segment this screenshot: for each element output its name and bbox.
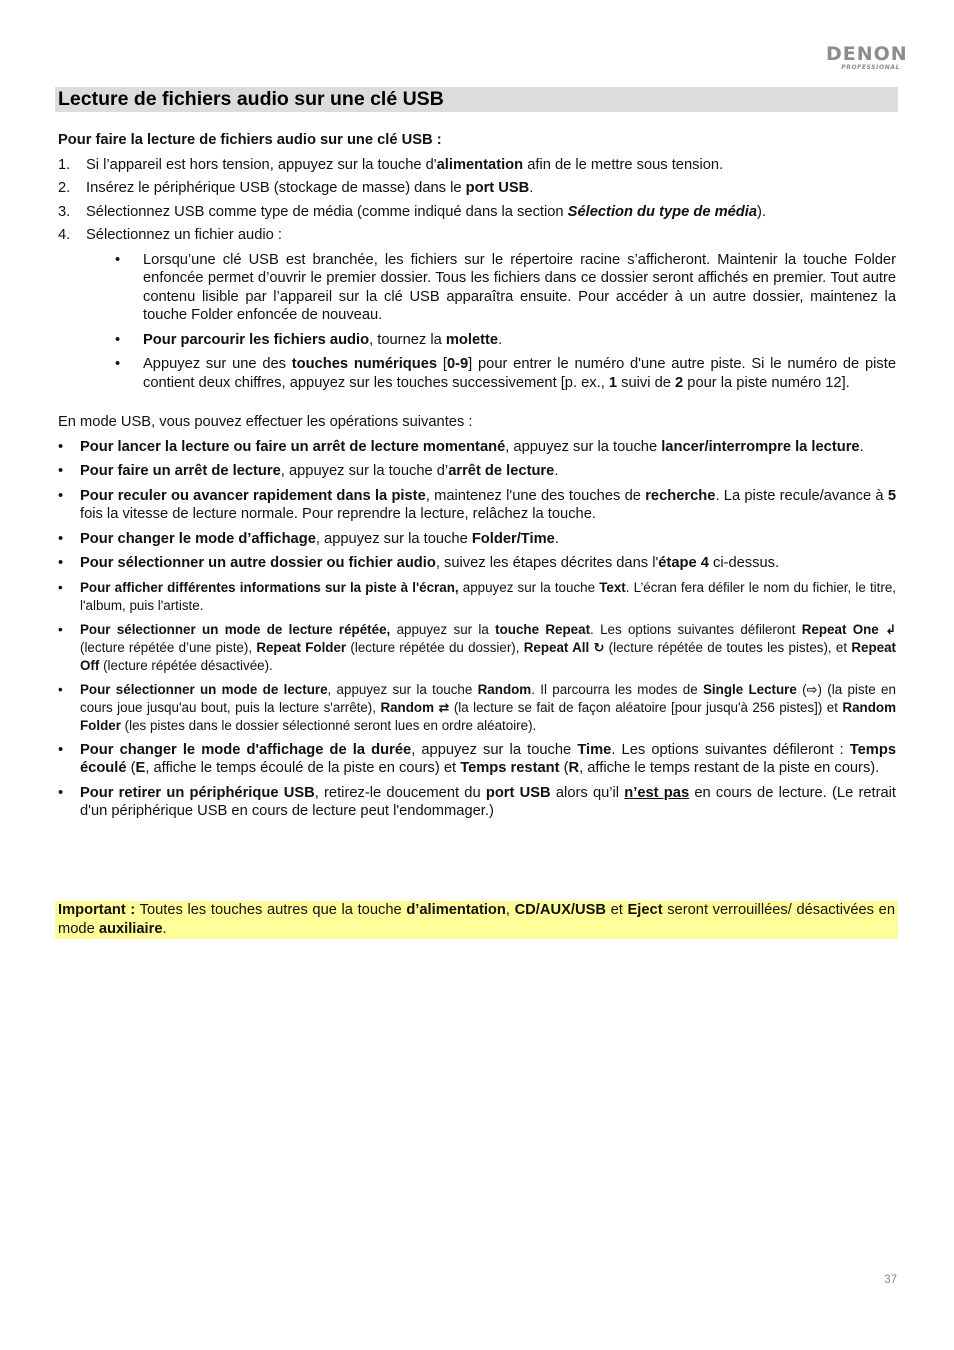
repeat-all-icon: ↻ bbox=[593, 639, 605, 655]
page-number: 37 bbox=[884, 1274, 897, 1286]
steps-list bbox=[58, 156, 896, 393]
operation-item: • Pour retirer un périphérique USB, retirez-le doucement du port USB alors qu’il n’est pas en cours de lecture. (Le retrait d'un périphérique USB en cours de lecture peut l'endommager.) bbox=[58, 784, 897, 819]
operations-list bbox=[58, 438, 896, 821]
single-play-icon: ⇨ bbox=[806, 681, 818, 697]
step-item: 3. Sélectionnez USB comme type de média (comme indiqué dans la section Sélection du type de média). bbox=[58, 203, 767, 220]
operation-item: • Pour afficher différentes informations sur la piste à l'écran, appuyez sur la touche Text. L’écran fera défiler le nom du fichier, le titre, l'album, puis l'artiste. bbox=[58, 579, 896, 613]
important-note: Important : Toutes les touches autres que la touche d’alimentation, CD/AUX/USB et Eject seront verrouillées/ désactivées en mode auxiliaire. bbox=[55, 901, 898, 939]
operation-item: • Pour changer le mode d'affichage de la durée, appuyez sur la touche Time. Les options suivantes défileront : Temps écoulé (E, affiche le temps écoulé de la piste en cours) et Temps restant (R, affiche le temps restant de la piste en cours). bbox=[58, 741, 896, 776]
sub-bullet-item: • Lorsqu’une clé USB est branchée, les fichiers sur le répertoire racine s’afficheront. Maintenir la touche Folder enfoncée permet d’ouvrir le premier dossier. Tous les fichiers dans ce dossier seront affichés en premier. Tout autre contenu lisible par l’appareil sur la clé USB apparaîtra ensuite. Pour accéder à un autre dossier, maintenez la touche Folder enfoncée de nouveau. bbox=[115, 251, 896, 323]
repeat-one-icon: ↲ bbox=[885, 621, 896, 637]
sub-bullet-item: • Pour parcourir les fichiers audio, tournez la molette. bbox=[115, 331, 503, 348]
logo-brand: DENON bbox=[826, 43, 908, 65]
sub-bullet-item: • Appuyez sur une des touches numériques [0-9] pour entrer le numéro d'une autre piste. Si le numéro de piste contient deux chiffres, appuyez sur les touches successivement [p. ex., 1 suivi de 2 pour la piste numéro 12]. bbox=[115, 356, 897, 391]
operation-item: • Pour changer le mode d’affichage, appuyez sur la touche Folder/Time. bbox=[58, 530, 559, 547]
shuffle-icon: ⇄ bbox=[438, 699, 450, 715]
step-4-sublist bbox=[115, 251, 896, 393]
page-title: Lecture de fichiers audio sur une clé USB bbox=[58, 88, 444, 110]
main-content bbox=[58, 131, 896, 827]
subheading: Pour faire la lecture de fichiers audio sur une clé USB : bbox=[58, 132, 442, 148]
operation-item: • Pour sélectionner un mode de lecture, appuyez sur la touche Random. Il parcourra les modes de Single Lecture (⇨) (la piste en cours joue jusqu'au bout, puis la lecture s'arrête), Random ⇄ (la lecture se fait de façon aléatoire [pour jusqu'à 256 pistes]) et Random Folder (les pistes dans le dossier sélectionné seront lues en ordre aléatoire). bbox=[58, 681, 896, 733]
step-item: 2. Insérez le périphérique USB (stockage de masse) dans le port USB. bbox=[58, 180, 534, 196]
operation-item: • Pour sélectionner un autre dossier ou fichier audio, suivez les étapes décrites dans l'étape 4 ci-dessus. bbox=[58, 555, 780, 571]
operation-item: • Pour lancer la lecture ou faire un arrêt de lecture momentané, appuyez sur la touche lancer/interrompre la lecture. bbox=[58, 438, 864, 455]
usb-mode-intro: En mode USB, vous pouvez effectuer les opérations suivantes : bbox=[58, 414, 473, 430]
step-item: 1. Si l’appareil est hors tension, appuyez sur la touche d'alimentation afin de le mettre sous tension. bbox=[58, 156, 724, 173]
logo-sub: PROFESSIONAL bbox=[841, 64, 900, 71]
step-item: 4. Sélectionnez un fichier audio : • Lorsqu’une clé USB est branchée, les fichiers sur le répertoire racine s’afficheront. Maintenir la touche Folder enfoncée permet d’ouvrir le premier dossier. Tous les fichiers dans ce dossier seront affichés en premier. Tout autre contenu lisible par l’appareil sur la clé USB apparaîtra ensuite. Pour accéder à un autre dossier, maintenez la touche Folder enfoncée de nouveau. • Pour parcourir les fichiers audio, tournez la molette. • Appuyez sur une des touches numériques [0-9] pour entrer le numéro d'une autre piste. Si le numéro de piste contient deux chiffres, appuyez sur les touches successivement [p. ex., 1 suivi de 2 pour la piste numéro 12]. bbox=[58, 227, 897, 391]
denon-logo bbox=[826, 43, 908, 72]
operation-item: • Pour faire un arrêt de lecture, appuyez sur la touche d’arrêt de lecture. bbox=[58, 463, 559, 479]
section-title-bar bbox=[55, 87, 898, 112]
operation-item: • Pour sélectionner un mode de lecture répétée, appuyez sur la touche Repeat. Les options suivantes défileront Repeat One ↲ (lecture répétée d’une piste), Repeat Folder (lecture répétée du dossier), Repeat All ↻ (lecture répétée de toutes les pistes), et Repeat Off (lecture répétée désactivée). bbox=[58, 621, 896, 673]
operation-item: • Pour reculer ou avancer rapidement dans la piste, maintenez l'une des touches de recherche. La piste recule/avance à 5 fois la vitesse de lecture normale. Pour reprendre la lecture, relâchez la touche. bbox=[58, 487, 896, 522]
